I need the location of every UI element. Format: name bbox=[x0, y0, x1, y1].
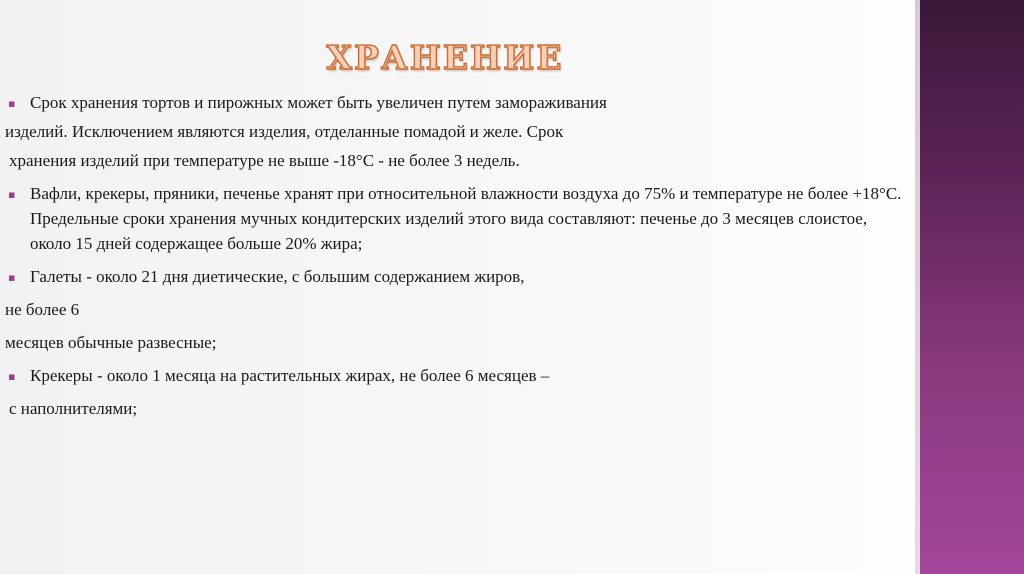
bullet-paragraph: ▪ Крекеры - около 1 месяца на растительных жирах, не более 6 месяцев – bbox=[0, 363, 905, 388]
text-line: не более 6 bbox=[5, 300, 80, 319]
text-line: хранения изделий при температуре не выше -18°С - не более 3 недель. bbox=[9, 151, 520, 170]
slide-body bbox=[0, 90, 905, 421]
bullet-paragraph: ▪ Галеты - около 21 дня диетические, с большим содержанием жиров, bbox=[0, 264, 905, 289]
text-line: месяцев обычные развесные; bbox=[5, 333, 217, 352]
text-line: изделий. Исключением являются изделия, отделанные помадой и желе. Срок bbox=[5, 122, 564, 141]
decorative-side-panel bbox=[915, 0, 1024, 574]
slide-title: ХРАНЕНИЕ bbox=[326, 38, 564, 77]
bullet-paragraph: ▪ Вафли, крекеры, пряники, печенье хранят при относительной влажности воздуха до 75% и температуре не более +18°С. Предельные сроки хранения мучных кондитерских изделий этого вида составляют: печенье до 3 месяцев слоистое, около 15 дней содержащее больше 20% жира; bbox=[0, 181, 905, 256]
text-line: с наполнителями; bbox=[9, 399, 138, 418]
bullet-paragraph: ▪ Срок хранения тортов и пирожных может быть увеличен путем замораживания bbox=[0, 90, 905, 115]
